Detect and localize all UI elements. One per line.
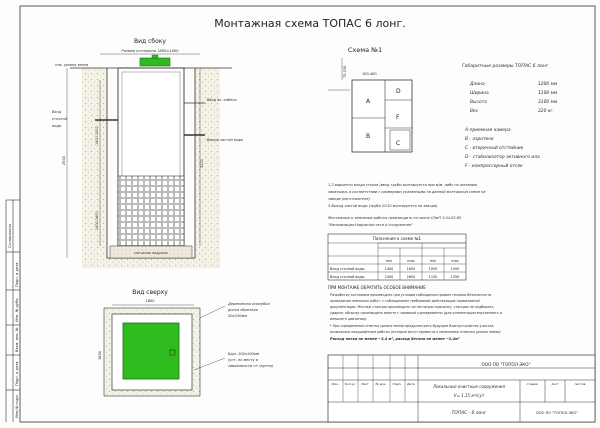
chamber-d: D [396,88,401,95]
chamber-c: C [396,140,401,147]
attention-line-2: документации. Монтаж станции производить на песчаную подсыпку, станцию не подбирать [330,305,494,309]
chamber-b: B [366,133,371,140]
note-0: 1,2-варианты входа стоков (ввод трубы монтируется при м/м, либо по желанию [328,183,478,187]
top-dim: 1800 [145,299,155,303]
cable-label: Ввод эл. кабеля [207,98,237,102]
tank-lid [140,58,170,66]
beam-label-2: (уст. по месту в [228,358,258,362]
attention-line-1: проведения земляных работ, с соблюдением требований действующих нормативной [330,299,480,303]
attention-line-4: внешнего давления). [330,317,368,321]
stamp-stage: стадия [526,382,538,386]
side-view-label: Вид сбоку [134,38,166,45]
note-3: 3-Выход чистой воды (труба ∅110 монтируется на заводе) [328,204,438,208]
specs-block [462,63,558,169]
formwork-label-1: Деревянная опалубка [228,302,270,306]
spec-name-1: Ширина [470,91,489,96]
legend-4: F - компрессорный отсек [465,164,523,169]
spec-name-2: Высота [470,100,487,105]
stamp-h5: Дата [407,382,415,386]
soil-bottom [82,258,220,268]
soil-right [195,68,220,258]
ground-level-label: отм. уровня земли [55,63,89,67]
table-row-1-c4: 1350 [450,275,460,279]
table-row-1-c2: 2600 [406,275,416,279]
side-stamp-5: Подп. и дата [15,262,19,287]
title-stamp [328,355,595,422]
side-stamp-2: Подп. и дата [15,361,19,386]
spec-name-3: Вес [470,109,479,114]
spec-name-0: Длина [470,82,485,87]
note-4: Монтажные и земляные работы производить согласно СНиП 3.04.03-85 [328,216,462,220]
scheme-1 [328,46,412,152]
stamp-org2: ООО ПО "ТОПОЛ-ЭКО" [535,411,579,415]
spec-value-2: 3100 мм [538,100,558,105]
scheme-dim-2: 100-400 [362,72,377,76]
pit-size-label: Размер котлована 1800×1800 [121,49,179,53]
side-stamp-6: Согласовано [8,223,12,248]
legend-0: А-приемная камера [465,128,511,133]
table-row-0-label: Вход сточной воды [330,267,365,271]
attention-line-6: возможные ландшафтные работы (которые могут привести к изменению отметки уровня земли) [330,330,501,334]
scheme-dim-1: 75-150 [343,65,347,78]
stamp-drawing: ТОПАС - 6 лонг [451,411,487,416]
side-stamp-3: Взам. инв. № [15,327,19,352]
table-row-1-label: Вход сточной воды [330,275,365,279]
top-lid [123,323,179,379]
attention-line-5: * При определении отметки уровня земли предусмотреть будущее благоустройство участка, [330,324,495,328]
notes-block [328,183,485,227]
spec-value-0: 1200 мм [538,82,558,87]
table-title: Пояснения к схеме №1 [372,236,422,241]
attention-block [328,285,503,341]
table-row-0-c4: 1450 [450,267,460,271]
dim-total: 2500 [62,155,66,165]
sand-bed-label: песчаная подушка [134,251,168,255]
inlet-label-3: воды [52,124,62,128]
concrete-base [118,176,184,246]
page-title: Монтажная схема ТОПАС 6 лонг. [214,17,406,30]
side-stamp-4: Инв. № дубл. [15,297,19,322]
table-header-3: min [429,259,437,263]
note-2: заводе (изготовителе) [328,197,370,201]
table-row-1-c3: 1150 [428,275,438,279]
table-row-0-c1: 1400 [384,267,394,271]
note-1: заказчика, в соответствии с размерами указанными на данной монтажной схеме на [328,190,486,194]
side-stamp [6,200,20,422]
stamp-h1: Кол.уч [344,382,356,386]
legend-2: С - вторичный отстойник [465,146,524,151]
attention-line-3: ударом, обсыпку производить вместе с заливкой одновременно (для компенсации внутреннего и [330,311,503,315]
table-header-2: max [407,259,415,263]
spec-value-3: 320 кг. [538,109,555,114]
stamp-object: Локальные очистные сооружения [433,384,505,389]
formwork-label-2: доска обрезная [228,308,258,312]
attention-title: ПРИ МОНТАЖЕ ОБРАТИТЬ ОСОБОЕ ВНИМАНИЕ [328,285,426,290]
top-view-label: Вид сверху [132,289,168,296]
attention-line-0: Разработку котлована производить при условии соблюдения правил техники безопасности [330,293,492,297]
stamp-capacity: V= 1,15 м³/сут [453,393,485,398]
side-view [52,38,243,268]
table-row-1-c1: 2400 [384,275,394,279]
inlet-label-2: сточной [52,117,67,121]
outlet-label: Выход чистой воды [207,138,244,142]
chamber-f: F [396,114,400,121]
scheme-title: Схема №1 [347,46,383,54]
spec-value-1: 1100 мм [538,91,558,96]
top-dim-left: 1800 [98,351,102,360]
scheme-tank [352,80,412,152]
stamp-h3: № док. [375,382,387,386]
table-row-0-c3: 1050 [428,267,438,271]
side-stamp-1: Инв.№ подл. [15,394,19,418]
note-5: "Канализация.Наружные сети и сооружения" [328,223,413,227]
table-header-4: max [451,259,459,263]
inlet-label-1: Вход [52,110,62,114]
chamber-a: A [366,98,371,105]
dim-upper: 1400-1500 [95,126,99,145]
legend-3: D - стабилизатор активного ила [465,155,540,160]
table-row-0-c2: 1600 [406,267,416,271]
beam-label-1: Брус 100x100мм [228,352,260,356]
stamp-h2: Лист [361,382,369,386]
legend-1: В - аэротенк [465,137,494,142]
attention-line-7: Расход песка не менее ~3,4 м³, расход бетона не менее ~2,4м³ [330,337,460,341]
stamp-sheet: лист [551,382,559,386]
table-header-1: min [385,259,393,263]
dim-right: 3100 [200,159,204,168]
top-view [98,289,274,396]
specs-title: Габаритные размеры ТОПАС 6 лонг [462,64,549,69]
explanation-table [328,234,466,280]
stamp-org: ООО ПО "ТОПОЛ-ЭКО" [481,362,531,367]
formwork-label-3: 50x150мм [228,314,247,318]
stamp-h4: Подп. [392,382,402,386]
stamp-sheets: листов [574,382,586,386]
stamp-h0: Изм. [331,382,339,386]
beam-label-3: зависимости от грунта) [228,364,274,368]
dim-lower: 1400-1600 [95,211,99,230]
